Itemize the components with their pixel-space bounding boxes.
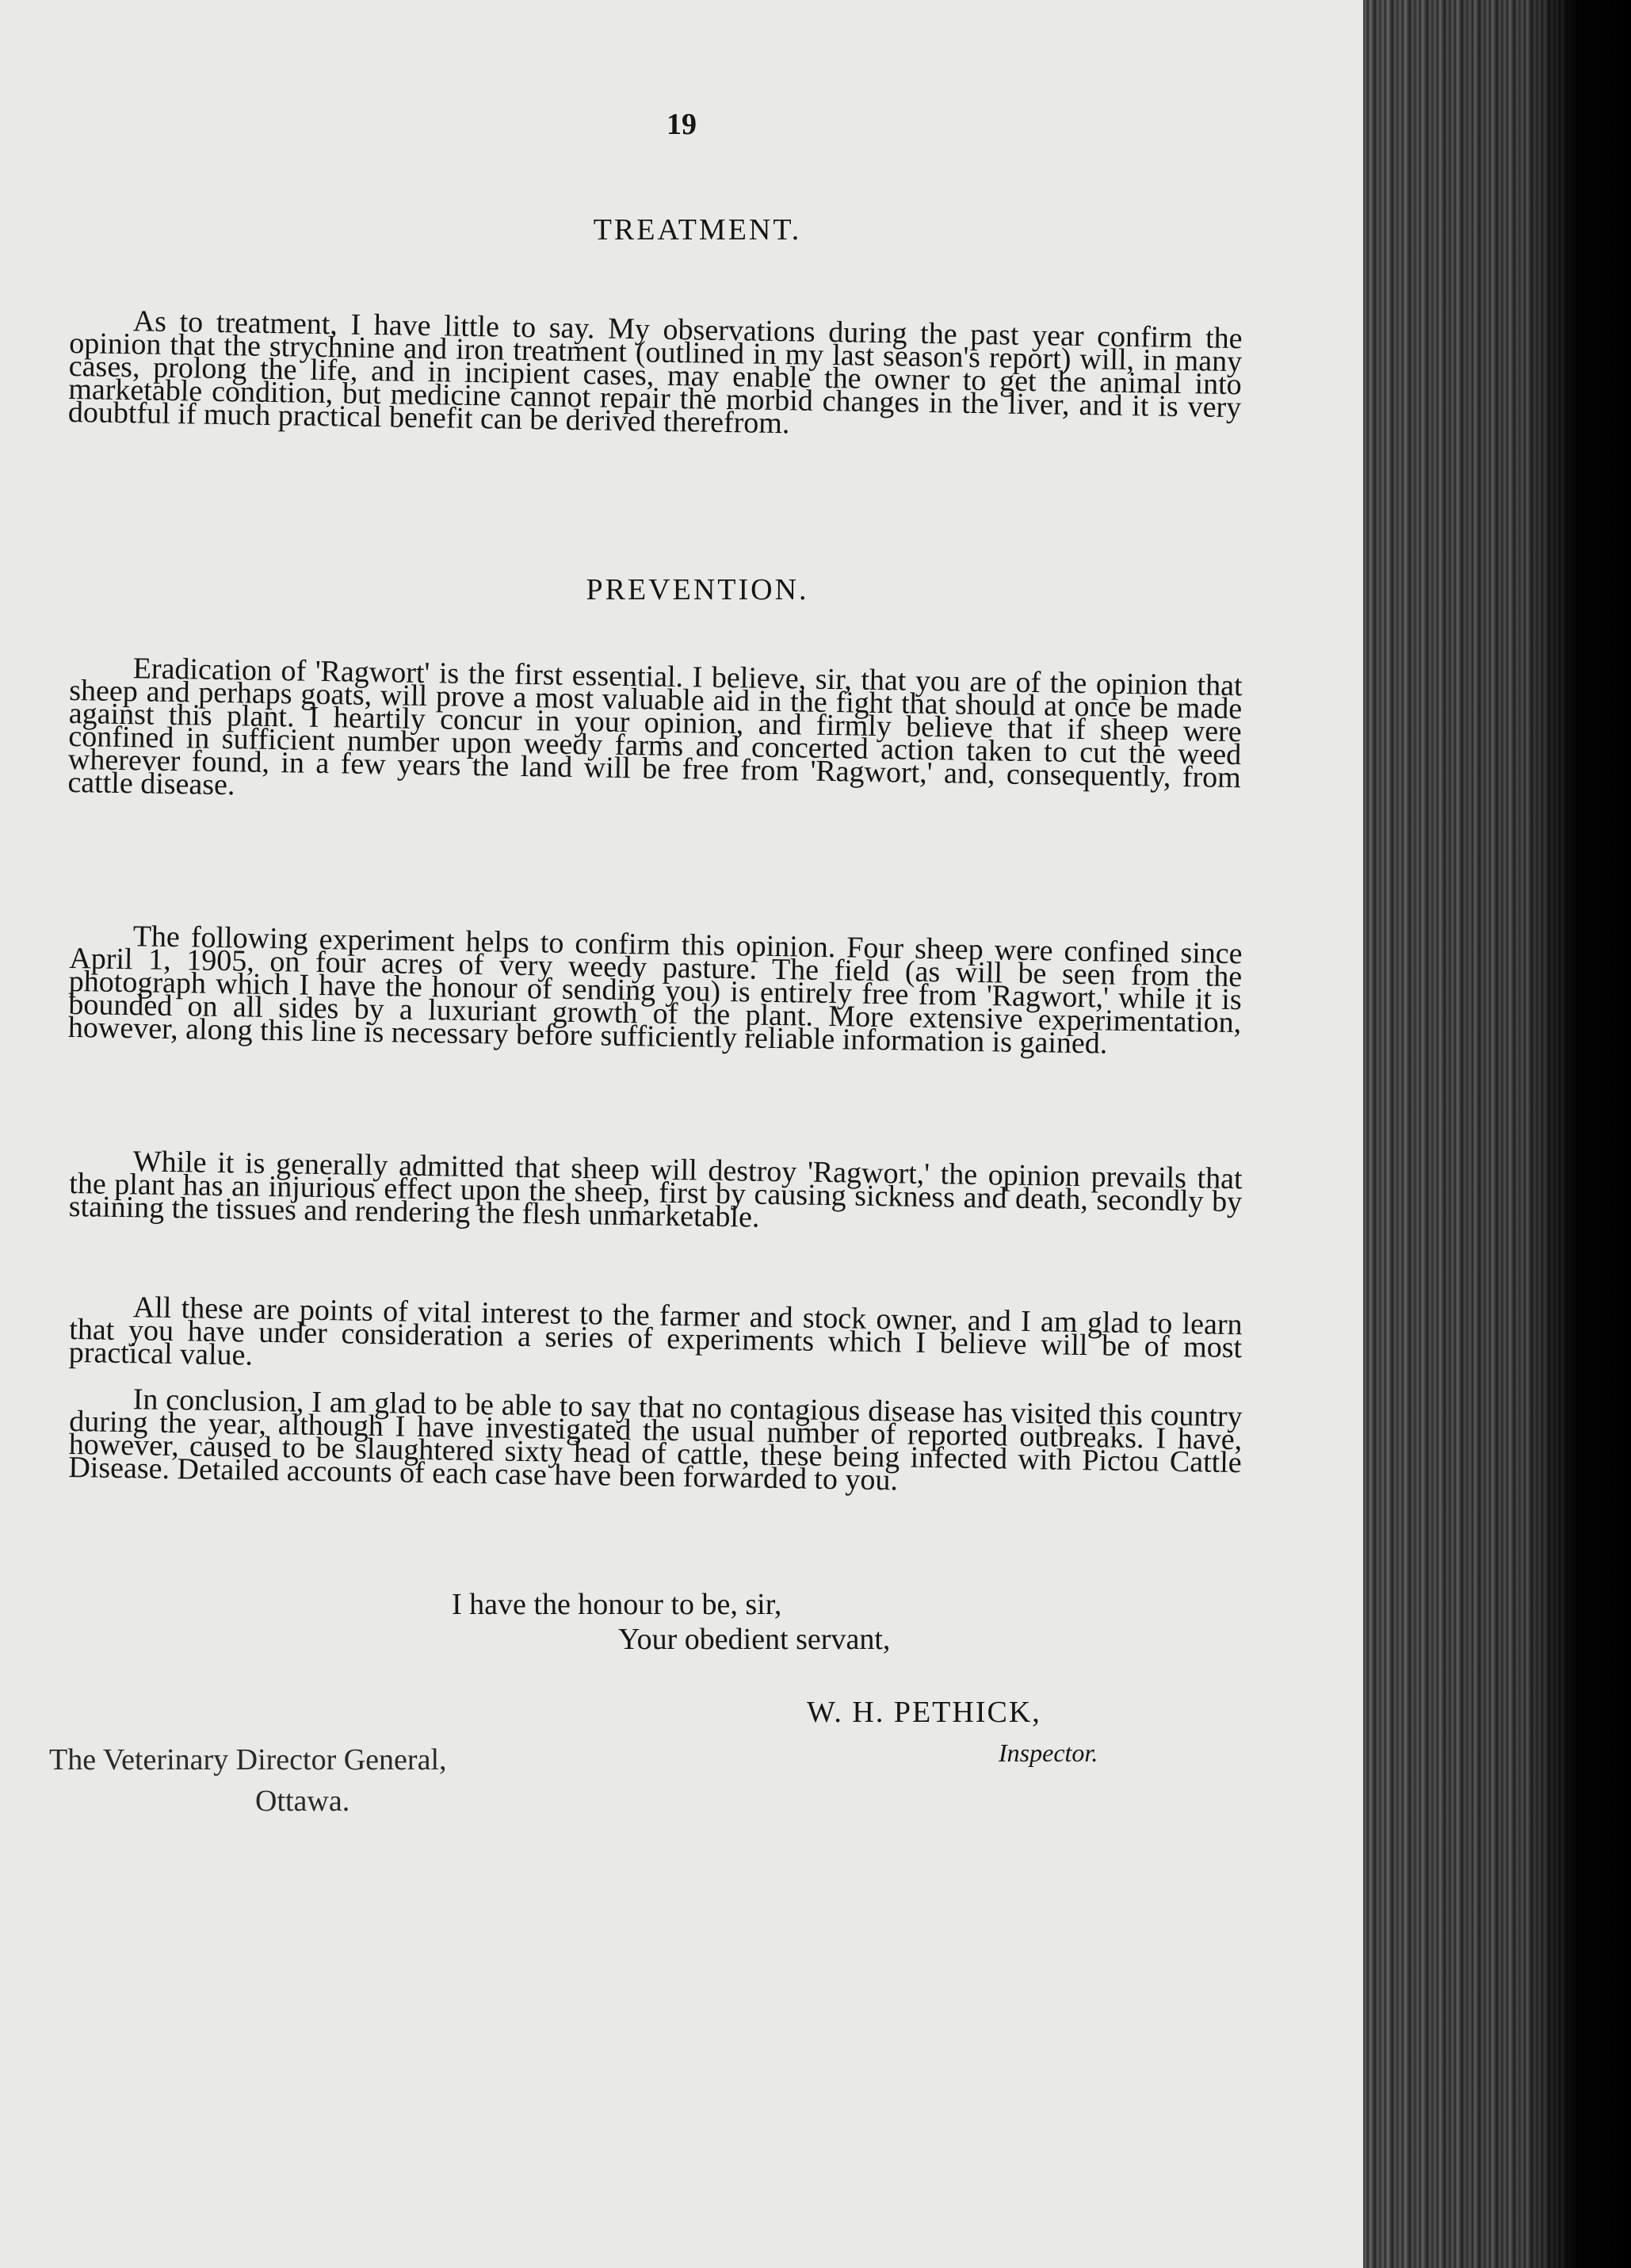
prevention-paragraph-5: In conclusion, I am glad to be able to say that no contagious disease has visited this country during the year, although I have investigated the usual number of reported outbreaks. I have, however, caused to be slaughtered sixty head of cattle, these being infected with Pictou Cattle Disease. Detailed accounts of each case have been forwarded to you. xyxy=(68,1383,1243,1497)
addressee-line-2: Ottawa. xyxy=(255,1784,350,1818)
prevention-paragraph-2: The following experiment helps to confirm this opinion. Four sheep were confined since April 1, 1905, on four acres of very weedy pasture. The field (as will be seen from the photograph which I have the honour of sending you) is entirely free from 'Ragwort,' while it is bounded on all sides by a luxuriant growth of the plant. More extensive experimentation, however, along this line is necessary before sufficiently reliable information is gained. xyxy=(67,920,1243,1061)
prevention-paragraph-3: While it is generally admitted that sheep will destroy 'Ragwort,' the opinion prevails that the plant has an injurious effect upon the sheep, first by causing sickness and death, secondly by staining the tissues and rendering the flesh unmarketable. xyxy=(68,1145,1243,1234)
addressee-line-1: The Veterinary Director General, xyxy=(49,1743,447,1777)
treatment-heading: TREATMENT. xyxy=(593,213,802,247)
prevention-heading: PREVENTION. xyxy=(586,573,809,606)
treatment-paragraph: As to treatment, I have little to say. My observations during the past year confirm the opinion that the strychnine and iron treatment (outlined in my last season's report) will, in many cases, prolong the life, and in incipient cases, may enable the owner to get the animal into marketable condition, but medicine cannot repair the morbid changes in the liver, and it is very doubtful if much practical benefit can be derived therefrom. xyxy=(67,304,1243,441)
closing-line-1: I have the honour to be, sir, xyxy=(452,1588,782,1621)
signer-title: Inspector. xyxy=(999,1738,1098,1767)
prevention-paragraph-1: Eradication of 'Ragwort' is the first essential. I believe, sir, that you are of the opinion that sheep and perhaps goats, will prove a most valuable aid in the fight that should at once be made against this plant. I heartily concur in your opinion, and firmly believe that if sheep were confined in sufficient number upon weedy farms and concerted action taken to cut the weed wherever found, in a few years the land will be free from 'Ragwort,' and, consequently, from cattle disease. xyxy=(67,652,1243,802)
signer-name: W. H. PETHICK, xyxy=(807,1696,1041,1729)
scan-dark-border xyxy=(1363,0,1631,2268)
page-number: 19 xyxy=(667,108,697,141)
closing-line-2: Your obedient servant, xyxy=(618,1623,891,1656)
prevention-paragraph-4: All these are points of vital interest to the farmer and stock owner, and I am glad to learn that you have under consideration a series of experiments which I believe will be of most practical value. xyxy=(68,1291,1243,1372)
